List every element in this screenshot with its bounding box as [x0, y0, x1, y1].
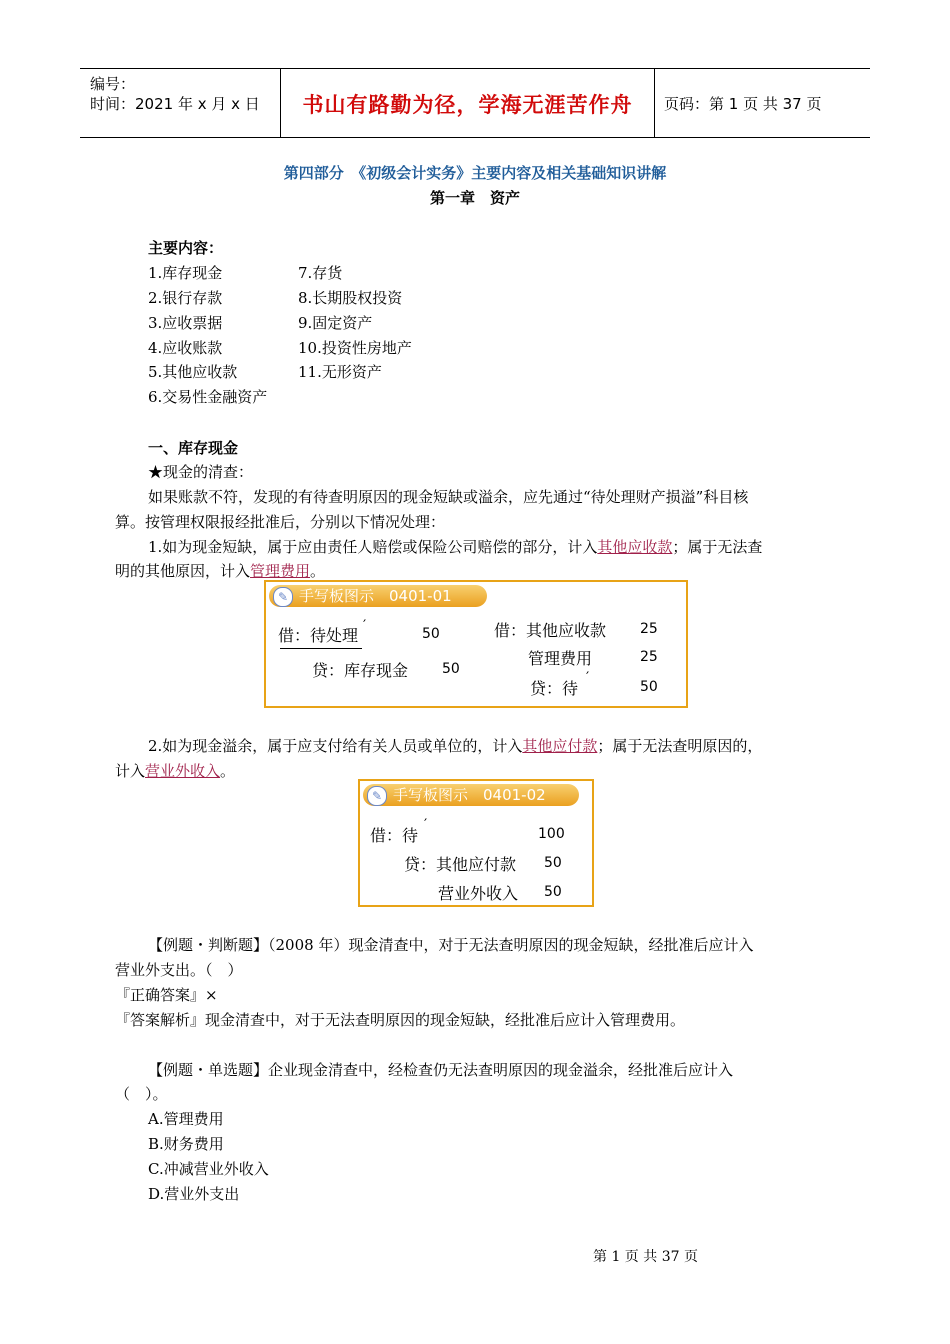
page-footer: 第 1 页 共 37 页 — [593, 1249, 698, 1265]
pen-icon: ✎ — [367, 786, 387, 806]
board-title-text: 手写板图示 0401-01 — [299, 587, 452, 605]
section-heading: 一、库存现金 — [148, 439, 239, 457]
board-title — [363, 784, 579, 806]
contents-item: 8.长期股权投资 — [298, 289, 403, 307]
header-motto-cell — [280, 69, 655, 137]
document-header — [80, 68, 870, 138]
text-span: 2.如为现金溢余，属于应支付给有关人员或单位的，计入 — [148, 737, 523, 755]
text-span: 明的其他原因，计入 — [115, 562, 251, 580]
text-span: 。 — [220, 762, 236, 780]
handwriting-board-1 — [264, 580, 688, 708]
paragraph-line — [115, 760, 235, 781]
text-span: ；属于无法查 — [672, 538, 763, 556]
paragraph-line: 算。按管理权限报经批准后，分别以下情况处理： — [115, 513, 446, 531]
section-subheading: ★现金的清查： — [148, 463, 254, 481]
handwriting-board-2 — [358, 779, 594, 907]
journal-line: 管理费用 — [528, 649, 593, 668]
page-info: 页码：第 1 页 共 37 页 — [664, 95, 822, 113]
example-line: （ ）。 — [115, 1085, 168, 1103]
contents-item: 5.其他应收款 — [148, 363, 238, 381]
journal-line: 贷：库存现金 — [312, 661, 409, 680]
journal-amount: 50 — [640, 679, 658, 695]
option-b: B.财务费用 — [148, 1135, 224, 1153]
link-non-operating-income[interactable]: 营业外收入 — [145, 762, 221, 780]
journal-mark: ′ — [363, 618, 367, 634]
contents-item: 6.交易性金融资产 — [148, 388, 268, 406]
journal-mark: ′ — [586, 670, 590, 686]
example-line: 营业外支出。（ ） — [115, 961, 243, 979]
example-line: 【例题・单选题】企业现金清查中，经检查仍无法查明原因的现金溢余，经批准后应计入 — [148, 1061, 734, 1079]
option-a: A.管理费用 — [148, 1110, 224, 1128]
board-title — [269, 585, 487, 607]
journal-amount: 25 — [640, 621, 658, 637]
board-title-text: 手写板图示 0401-02 — [393, 786, 546, 804]
journal-line: 贷：待 — [530, 679, 579, 698]
journal-amount: 50 — [544, 884, 562, 900]
paragraph-line — [148, 536, 762, 557]
part-title: 第四部分 《初级会计实务》主要内容及相关基础知识讲解 — [283, 164, 667, 182]
paragraph-line — [148, 735, 762, 756]
text-span: 1.如为现金短缺，属于应由责任人赔偿或保险公司赔偿的部分，计入 — [148, 538, 598, 556]
number-label: 编号： — [90, 75, 136, 93]
journal-mark: ′ — [424, 817, 428, 833]
journal-amount: 50 — [442, 661, 460, 677]
option-c: C.冲减营业外收入 — [148, 1160, 269, 1178]
journal-amount: 100 — [538, 826, 565, 842]
option-d: D.营业外支出 — [148, 1185, 240, 1203]
paragraph-line: 如果账款不符，发现的有待查明原因的现金短缺或溢余，应先通过“待处理财产损溢”科目核 — [148, 488, 749, 506]
chapter-title: 第一章 资产 — [429, 189, 520, 207]
journal-amount: 25 — [640, 649, 658, 665]
journal-line: 借：待 — [370, 826, 419, 845]
contents-item: 3.应收票据 — [148, 314, 223, 332]
contents-item: 10.投资性房地产 — [298, 339, 412, 357]
contents-item: 7.存货 — [298, 264, 343, 282]
text-span: 。 — [310, 562, 326, 580]
text-span: 计入 — [115, 762, 146, 780]
example-line: 【例题・判断题】（2008 年）现金清查中，对于无法查明原因的现金短缺，经批准后应计入 — [148, 936, 754, 954]
contents-heading: 主要内容： — [148, 239, 224, 257]
answer-analysis: 『答案解析』现金清查中，对于无法查明原因的现金短缺，经批准后应计入管理费用。 — [115, 1011, 686, 1029]
journal-amount: 50 — [544, 855, 562, 871]
underline — [280, 648, 362, 649]
journal-line: 借：其他应收款 — [494, 621, 607, 640]
header-page-cell — [654, 69, 870, 137]
contents-item: 4.应收账款 — [148, 339, 223, 357]
header-meta-cell — [80, 69, 280, 137]
journal-line: 贷：其他应付款 — [404, 855, 517, 874]
link-other-payables[interactable]: 其他应付款 — [522, 737, 598, 755]
journal-line: 借：待处理 — [278, 626, 359, 645]
contents-item: 1.库存现金 — [148, 264, 223, 282]
link-other-receivables[interactable]: 其他应收款 — [597, 538, 673, 556]
contents-item: 11.无形资产 — [298, 363, 382, 381]
paragraph-line — [115, 560, 325, 581]
motto: 书山有路勤为径，学海无涯苦作舟 — [302, 93, 633, 117]
time-label: 时间：2021 年 x 月 x 日 — [90, 95, 260, 113]
text-span: ；属于无法查明原因的， — [597, 737, 763, 755]
contents-item: 2.银行存款 — [148, 289, 223, 307]
contents-item: 9.固定资产 — [298, 314, 373, 332]
link-admin-expenses[interactable]: 管理费用 — [250, 562, 311, 580]
correct-answer: 『正确答案』× — [115, 986, 218, 1004]
journal-amount: 50 — [422, 626, 440, 642]
pen-icon: ✎ — [273, 587, 293, 607]
journal-line: 营业外收入 — [438, 884, 519, 903]
